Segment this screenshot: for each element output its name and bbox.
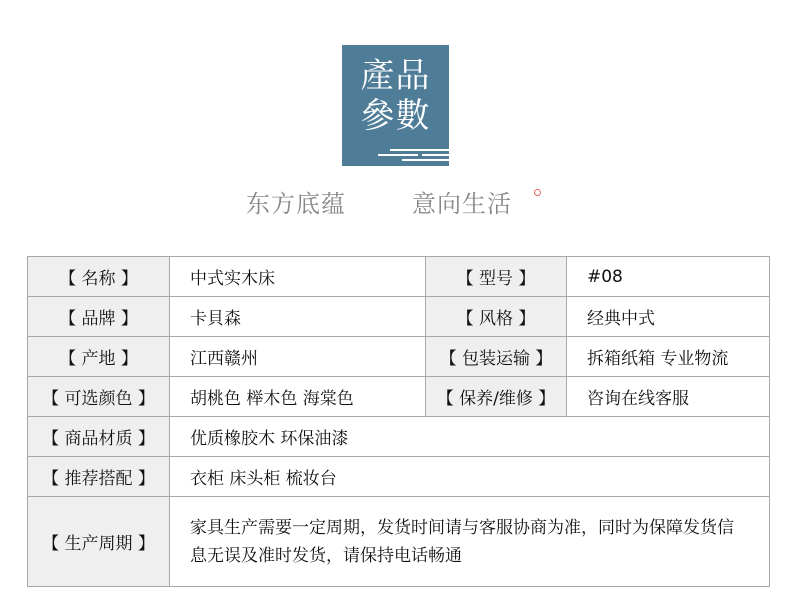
slogan-dot-icon xyxy=(534,189,541,196)
param-label-model: 【 型号 】 xyxy=(426,257,567,297)
slogan-part1: 东方底蕴 xyxy=(246,190,346,218)
param-value-origin: 江西赣州 xyxy=(170,337,426,377)
param-label-name: 【 名称 】 xyxy=(28,257,170,297)
badge-decor-line xyxy=(378,154,418,156)
param-label-brand: 【 品牌 】 xyxy=(28,297,170,337)
badge-decor-line xyxy=(422,154,449,156)
badge-decor-line xyxy=(390,149,449,151)
param-label-packaging: 【 包装运输 】 xyxy=(426,337,567,377)
param-label-matching: 【 推荐搭配 】 xyxy=(28,457,170,497)
param-value-name: 中式实木床 xyxy=(170,257,426,297)
param-value-packaging: 拆箱纸箱 专业物流 xyxy=(567,337,770,377)
param-label-production-cycle: 【 生产周期 】 xyxy=(28,497,170,587)
table-row xyxy=(28,257,770,297)
badge-title-line2: 參數 xyxy=(360,96,431,136)
slogan xyxy=(0,184,790,220)
param-value-brand: 卡貝森 xyxy=(170,297,426,337)
table-row xyxy=(28,337,770,377)
param-label-origin: 【 产地 】 xyxy=(28,337,170,377)
param-label-style: 【 风格 】 xyxy=(426,297,567,337)
param-label-colors: 【 可选颜色 】 xyxy=(28,377,170,417)
table-row xyxy=(28,377,770,417)
badge-title-line1: 產品 xyxy=(360,56,431,96)
param-value-material: 优质橡胶木 环保油漆 xyxy=(170,417,770,457)
param-value-style: 经典中式 xyxy=(567,297,770,337)
param-value-matching: 衣柜 床头柜 梳妆台 xyxy=(170,457,770,497)
param-value-colors: 胡桃色 榉木色 海棠色 xyxy=(170,377,426,417)
param-label-maintenance: 【 保养/维修 】 xyxy=(426,377,567,417)
param-value-model: #08 xyxy=(567,257,770,297)
table-row xyxy=(28,497,770,587)
table-row xyxy=(28,457,770,497)
table-row xyxy=(28,297,770,337)
slogan-part2: 意向生活 xyxy=(412,190,512,218)
param-value-maintenance: 咨询在线客服 xyxy=(567,377,770,417)
table-row xyxy=(28,417,770,457)
param-value-production-cycle: 家具生产需要一定周期，发货时间请与客服协商为准，同时为保障发货信息无误及准时发货，请保持电话畅通 xyxy=(170,497,770,587)
badge-decor-line xyxy=(402,159,449,161)
params-table xyxy=(27,256,770,587)
product-params-badge xyxy=(342,45,449,166)
param-label-material: 【 商品材质 】 xyxy=(28,417,170,457)
